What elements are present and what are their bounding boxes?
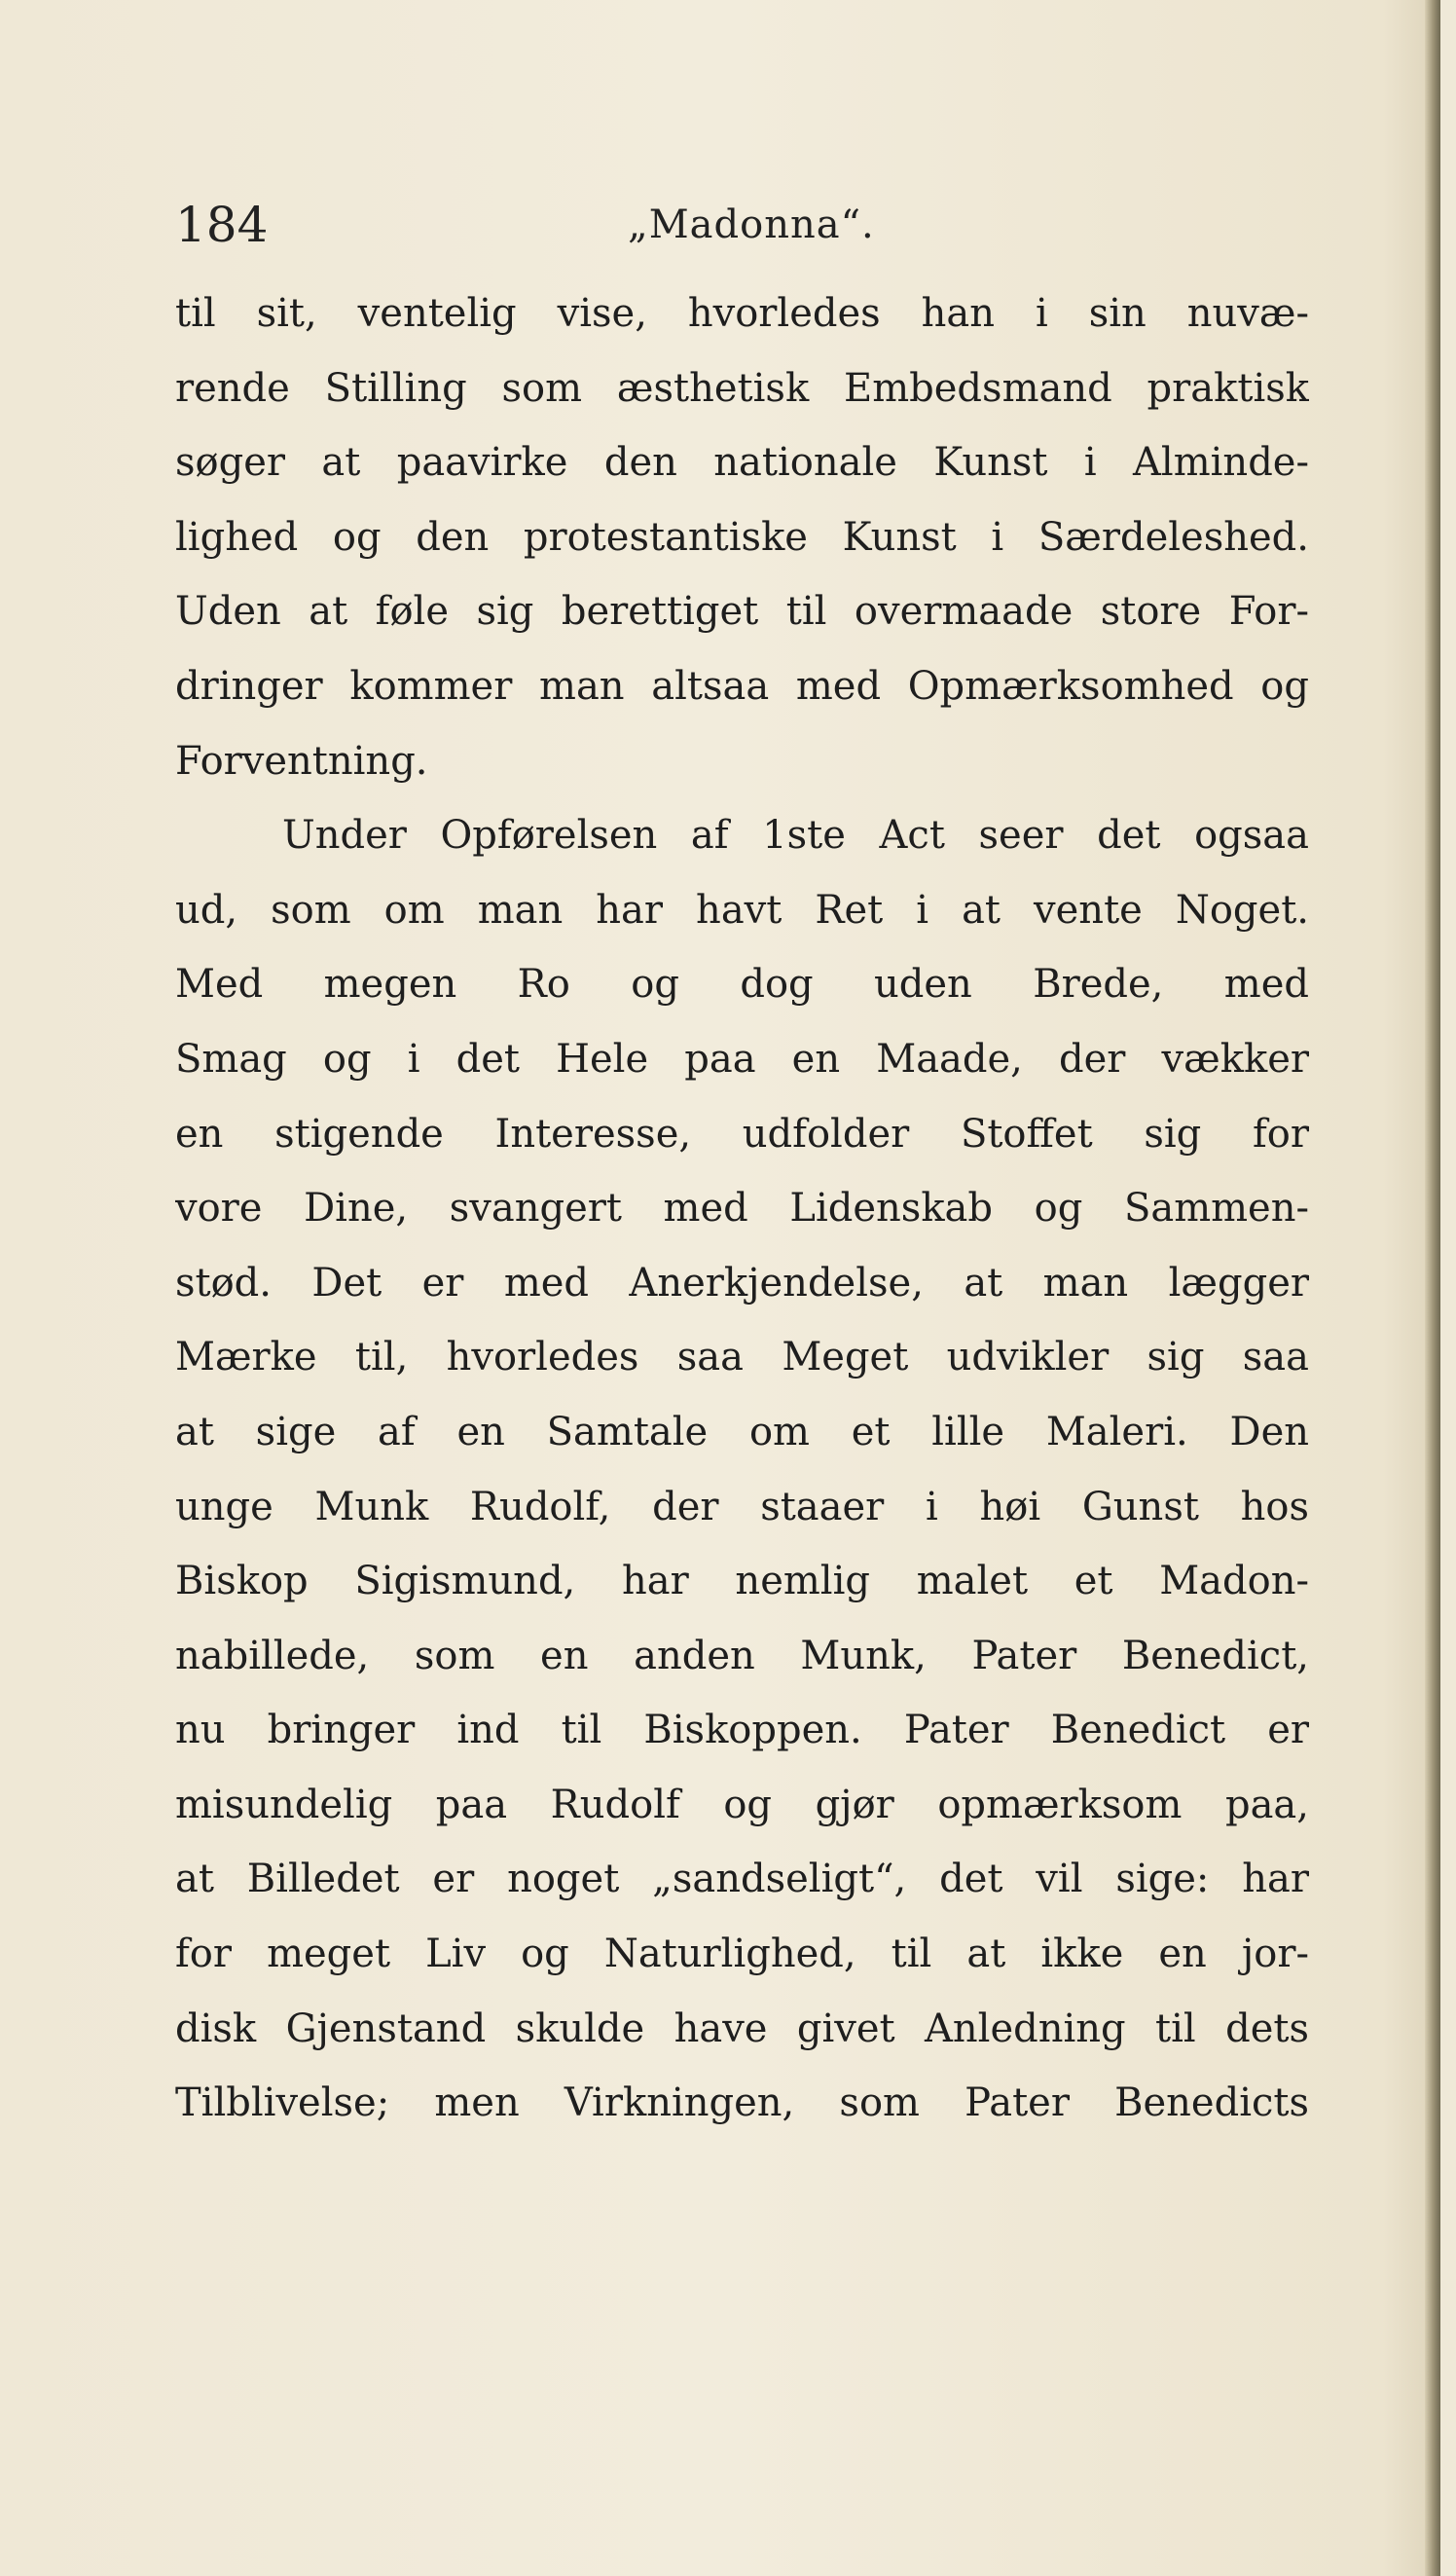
text-line: Under Opførelsen af 1ste Act seer det ogsaa bbox=[282, 813, 1309, 859]
text-line: søger at paavirke den nationale Kunst i Alminde- bbox=[175, 440, 1309, 486]
text-line: stød. Det er med Anerkjendelse, at man lægger bbox=[175, 1260, 1309, 1306]
text-line: en stigende Interesse, udfolder Stoffet sig for bbox=[175, 1111, 1309, 1157]
page-header bbox=[175, 191, 1309, 259]
text-line: at sige af en Samtale om et lille Maleri. Den bbox=[175, 1409, 1309, 1454]
text-line: lighed og den protestantiske Kunst i Særdeleshed. bbox=[175, 514, 1309, 560]
text-line: dringer kommer man altsaa med Opmærksomhed og bbox=[175, 663, 1309, 709]
text-line: Uden at føle sig berettiget til overmaade store For- bbox=[175, 589, 1309, 635]
body-text bbox=[175, 276, 1309, 2141]
text-line: Forventning. bbox=[175, 738, 428, 784]
text-line: nabillede, som en anden Munk, Pater Benedict, bbox=[175, 1633, 1309, 1678]
text-line: Tilblivelse; men Virkningen, som Pater Benedicts bbox=[175, 2080, 1309, 2126]
text-line: Biskop Sigismund, har nemlig malet et Madon- bbox=[175, 1559, 1309, 1604]
text-line: Smag og i det Hele paa en Maade, der vækker bbox=[175, 1036, 1309, 1082]
text-line: for meget Liv og Naturlighed, til at ikke en jor- bbox=[175, 1932, 1309, 1977]
text-line: ud, som om man har havt Ret i at vente Noget. bbox=[175, 887, 1309, 933]
running-title: „Madonna“. bbox=[628, 202, 875, 247]
text-line: til sit, ventelig vise, hvorledes han i sin nuvæ- bbox=[175, 291, 1309, 336]
text-line: Med megen Ro og dog uden Brede, med bbox=[175, 962, 1309, 1008]
text-line: Mærke til, hvorledes saa Meget udvikler sig saa bbox=[175, 1335, 1309, 1380]
text-line: rende Stilling som æsthetisk Embedsmand praktisk bbox=[175, 365, 1309, 411]
text-line: misundelig paa Rudolf og gjør opmærksom paa, bbox=[175, 1782, 1309, 1827]
page-number: 184 bbox=[175, 197, 269, 253]
text-line: disk Gjenstand skulde have givet Anledning til dets bbox=[175, 2006, 1309, 2051]
text-line: unge Munk Rudolf, der staaer i høi Gunst hos bbox=[175, 1484, 1309, 1529]
text-line: vore Dine, svangert med Lidenskab og Sammen- bbox=[175, 1186, 1309, 1232]
page-edge-shadow bbox=[1425, 0, 1440, 2576]
text-line: nu bringer ind til Biskoppen. Pater Benedict er bbox=[175, 1708, 1309, 1753]
text-line: at Billedet er noget „sandseligt“, det vil sige: har bbox=[175, 1857, 1309, 1902]
